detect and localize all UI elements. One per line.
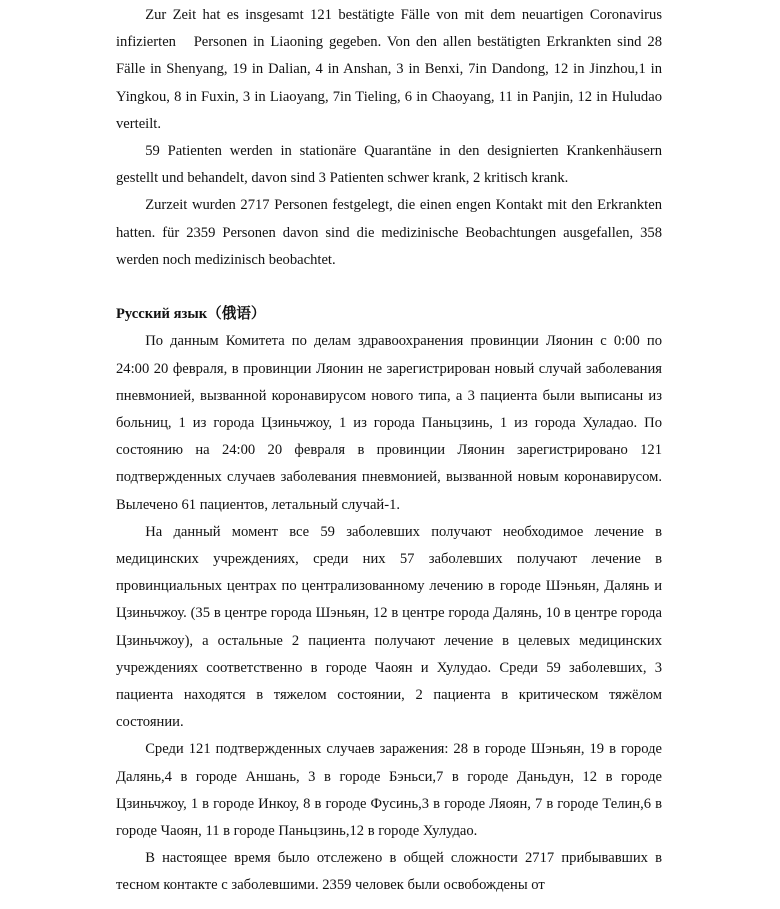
russian-paragraph-4: В настоящее время было отслежено в общей сложности 2717 прибывавших в тесном контакте с заболевшими. 2359 человек были освобождены от xyxy=(116,850,662,894)
document-page xyxy=(116,2,662,900)
german-paragraph-1: Zur Zeit hat es insgesamt 121 bestätigte Fälle von mit dem neuartigen Coronavirus infizierten Personen in Liaoning gegeben. Von den allen bestätigten Erkrankten sind 28 Fälle in Shenyang, 19 in Dalian, 4 in Anshan, 3 in Benxi, 7in Dandong, 12 in Jinzhou,1 in Yingkou, 8 in Fuxin, 3 in Liaoyang, 7in Tieling, 6 in Chaoyang, 11 in Panjin, 12 in Huludao verteilt. xyxy=(116,7,662,132)
russian-paragraph-1: По данным Комитета по делам здравоохранения провинции Ляонин с 0:00 по 24:00 20 февраля, в провинции Ляонин не зарегистрирован новый случай заболевания пневмонией, вызванной коронавирусом нового типа, а 3 пациента были выписаны из больниц, 1 из города Цзиньчжоу, 1 из города Паньцзинь, 1 из города Хуладао. По состоянию на 24:00 20 февраля в провинции Ляонин зарегистрировано 121 подтвержденных случаев заболевания пневмонией, вызванной новым коронавирусом. Вылечено 61 пациентов, летальный случай-1. xyxy=(116,333,662,513)
russian-paragraph-3: Среди 121 подтвержденных случаев заражения: 28 в городе Шэньян, 19 в городе Далянь,4 в городе Аншань, 3 в городе Бэньси,7 в городе Даньдун, 12 в городе Цзиньчжоу, 1 в городе Инкоу, 8 в городе Фусинь,3 в городе Ляоян, 7 в городе Телин,6 в городе Чаоян, 11 в городе Паньцзинь,12 в городе Хулудао. xyxy=(116,741,662,840)
russian-section-heading: Русский язык（俄语） xyxy=(116,306,266,323)
german-paragraph-2: 59 Patienten werden in stationäre Quarantäne in den designierten Krankenhäusern gestellt und behandelt, davon sind 3 Patienten schwer krank, 2 kritisch krank. xyxy=(116,143,662,187)
german-paragraph-3: Zurzeit wurden 2717 Personen festgelegt, die einen engen Kontakt mit den Erkrankten hatten. für 2359 Personen davon sind die medizinische Beobachtungen ausgefallen, 358 werden noch medizinisch beobachtet. xyxy=(116,197,662,268)
russian-paragraph-2: На данный момент все 59 заболевших получают необходимое лечение в медицинских учреждениях, среди них 57 заболевших получают лечение в провинциальных центрах по централизованному лечению в городе Шэньян, Далянь и Цзиньчжоу. (35 в центре города Шэньян, 12 в центре города Далянь, 10 в центре города Цзиньчжоу), а остальные 2 пациента получают лечение в целевых медицинских учреждениях соответственно в городе Чаоян и Хулудао. Среди 59 заболевших, 3 пациента находятся в тяжелом состоянии, 2 пациента в критическом тяжёлом состоянии. xyxy=(116,523,662,731)
